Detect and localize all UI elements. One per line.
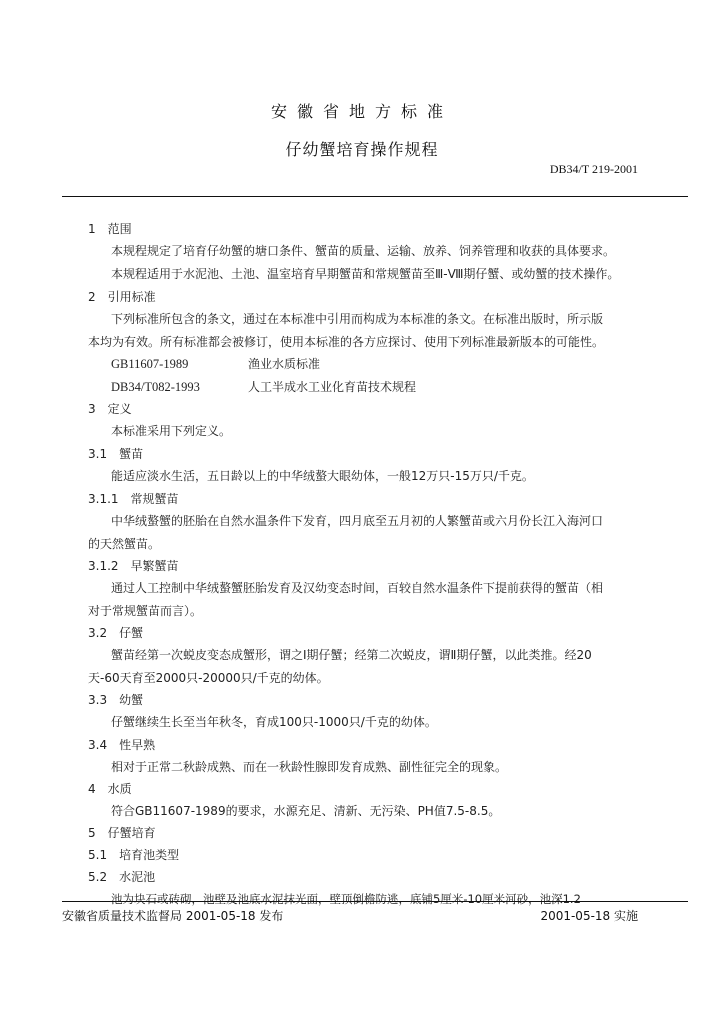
section-2-paragraph-line-1: 下列标准所包含的条文，通过在本标准中引用而构成为本标准的条文。在标准出版时，所示版	[111, 312, 604, 326]
section-2-heading: 2 引用标准	[88, 290, 156, 304]
section-3-2-heading: 3.2 仔蟹	[88, 626, 144, 640]
section-1-paragraph-1: 本规程规定了培育仔幼蟹的塘口条件、蟹苗的质量、运输、放养、饲养管理和收获的具体要求。	[111, 244, 616, 258]
section-3-1-2-paragraph-line-2: 对于常规蟹苗而言）。	[88, 604, 203, 618]
section-3-heading: 3 定义	[88, 402, 132, 416]
document-title: 仔幼蟹培育操作规程	[285, 140, 439, 159]
section-3-1-paragraph: 能适应淡水生活，五日龄以上的中华绒螯大眼幼体，一般12万只-15万只/千克。	[111, 469, 534, 483]
reference-2-code: DB34/T082-1993	[111, 380, 200, 394]
section-3-1-1-paragraph-line-1: 中华绒螯蟹的胚胎在自然水温条件下发育，四月底至五月初的人繁蟹苗或六月份长江入海河口	[111, 514, 604, 528]
section-3-1-heading: 3.1 蟹苗	[88, 447, 144, 461]
section-3-4-heading: 3.4 性早熟	[88, 738, 156, 752]
section-3-4-paragraph: 相对于正常二秋龄成熟、而在一秋龄性腺即发育成熟、副性征完全的现象。	[111, 760, 508, 774]
section-3-2-paragraph-line-1: 蟹苗经第一次蜕皮变态成蟹形，谓之Ⅰ期仔蟹；经第二次蜕皮，谓Ⅱ期仔蟹，以此类推。经20	[111, 648, 592, 662]
section-4-paragraph: 符合GB11607-1989的要求，水源充足、清新、无污染、PH值7.5-8.5。	[111, 804, 501, 818]
section-3-3-heading: 3.3 幼蟹	[88, 693, 144, 707]
section-1-heading: 1 范围	[88, 222, 132, 236]
standard-category-title: 安徽省地方标准	[270, 102, 453, 121]
section-5-2-paragraph: 池为块石或砖砌，池壁及池底水泥抹光面，壁顶倒檐防逃，底铺5厘米-10厘米河砂，池深1.2	[111, 892, 581, 906]
section-3-1-2-paragraph-line-1: 通过人工控制中华绒螯蟹胚胎发育及汉幼变态时间，百较自然水温条件下提前获得的蟹苗（相	[111, 581, 604, 595]
section-3-3-paragraph: 仔蟹继续生长至当年秋冬，育成100只-1000只/千克的幼体。	[111, 715, 437, 729]
section-5-2-heading: 5.2 水泥池	[88, 870, 156, 884]
footer-divider	[62, 901, 688, 902]
section-5-1-heading: 5.1 培育池类型	[88, 848, 180, 862]
footer-implement-info: 2001-05-18 实施	[540, 909, 638, 923]
section-5-heading: 5 仔蟹培育	[88, 826, 156, 840]
reference-1-name: 渔业水质标准	[248, 357, 321, 371]
reference-1-code: GB11607-1989	[111, 357, 189, 371]
section-3-1-1-heading: 3.1.1 常规蟹苗	[88, 492, 179, 506]
section-1-paragraph-2: 本规程适用于水泥池、土池、温室培育早期蟹苗和常规蟹苗至Ⅲ-Ⅷ期仔蟹、或幼蟹的技术操作。	[111, 267, 620, 281]
section-3-1-1-paragraph-line-2: 的天然蟹苗。	[88, 537, 161, 551]
section-4-heading: 4 水质	[88, 782, 132, 796]
header-divider	[62, 196, 688, 197]
section-3-2-paragraph-line-2: 天-60天育至2000只-20000只/千克的幼体。	[88, 671, 329, 685]
section-3-paragraph: 本标准采用下列定义。	[111, 424, 232, 438]
standard-code: DB34/T 219-2001	[549, 162, 638, 176]
footer-publish-info: 安徽省质量技术监督局 2001-05-18 发布	[62, 909, 284, 923]
section-2-paragraph-line-2: 本均为有效。所有标准都会被修订，使用本标准的各方应探讨、使用下列标准最新版本的可能性。	[88, 335, 605, 349]
section-3-1-2-heading: 3.1.2 早繁蟹苗	[88, 559, 179, 573]
reference-2-name: 人工半成水工业化育苗技术规程	[248, 380, 417, 394]
